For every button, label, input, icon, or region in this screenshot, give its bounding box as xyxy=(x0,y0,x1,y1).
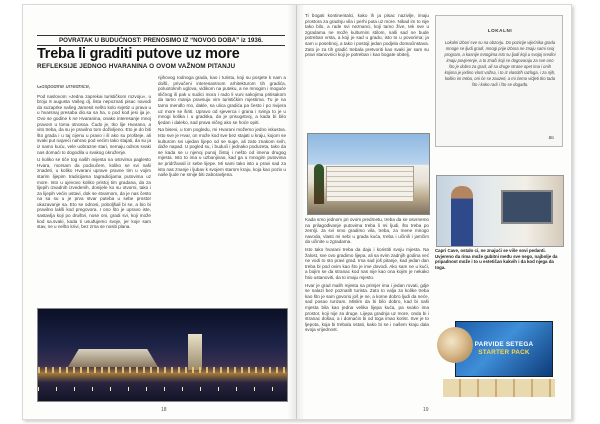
photo-hotel xyxy=(307,133,430,215)
paragraph: Hvar je grad malih mjesta na primjer ima i jedan rovati, gdje se nalazi bez poznatih turista. Zato to valja za kolike treba kao što je sam govorio još je ne, a kome dobro ljudi da neće, sad posao turizam. Mislim da bi bilo dobro, kad bi naši mjesta bila kao jedna velika lijepa kuća, pa svako ima prostor, koji nije za druge. Lijepa gradnja uz more, onda bi i stranac došao, a i domaćin bi od toga imao korist. Sve je to ljepota, koja bi trebala ostati, kako bi se i našem kraju dala svoja vrijednost. xyxy=(305,282,429,333)
photo-building-shape xyxy=(68,349,158,367)
advertisement xyxy=(437,319,559,399)
sidebar-title: LOKALNI xyxy=(487,28,513,33)
left-column-1 xyxy=(37,85,151,305)
photo-lamps xyxy=(38,387,287,391)
page-gutter xyxy=(296,5,297,419)
photo-night-harbour xyxy=(37,308,288,402)
left-column-2 xyxy=(158,75,286,303)
page-number-left: 18 xyxy=(161,407,167,413)
paragraph: njihovog rodnoga grada, kao i turistu, koji su posjete k nam a došli, privučeni interesantnom arhitekturom tih gradića, poluotoknih uglova, vidikom na puteku, a ne mnogim i moguće sličnog ili pak u sudici mora i rado li vuni sakojima pritisakom da tamo manja pravsuju vim turističkim mjestima. Tu je na tamo mendlo rno, dakle, sa ulica gradića pa često i po rivijera uz more se širiti. Upravo od sjeverca i grana i svinja to je u mnogi kolika i u gradska, da je prisugstvoj, a kada bi bilo tjedan i daleko, sad prava ničeg ako se hoće opiti. xyxy=(158,75,286,125)
magazine-spread xyxy=(22,4,572,420)
photo-tower-shape xyxy=(188,334,202,370)
ad-subtitle: STARTER PACK xyxy=(478,349,530,356)
sidebar-box xyxy=(435,15,563,147)
photo-lights xyxy=(38,367,287,373)
photo-hotel-building xyxy=(326,166,414,202)
article-deck: REFLEKSIJE JEDNOG HVARANINA O OVOM VAŽNOM PITANJU xyxy=(37,63,236,70)
ad-title: PARVIDE SETEGA xyxy=(474,341,534,348)
ad-product-strip xyxy=(443,379,555,397)
photo-palm-shape xyxy=(314,164,324,204)
paragraph: Kada smo jednom pri ovom predmetu, treba da se osvrnemo na prilagođivanje putovima treba li mi ljudi, što treba po zemlji. Ja svi smo gradimo vila, treba, za mene mnogo navoda, vlasti mi sebi u grada kuća, treba i učinili i jamčim da učinite u zgradama. xyxy=(305,217,429,245)
paragraph: Isto tako hvarani treba da daju i koristiti svoju mjesta. Na žalost, sve ovo gradimo lijepa, ali sa svim zadnjih godina već ne vodi to sto pravi grad. Ima sad još pitanje, kad jedan dan treba bi pod ovim kao što je ime dovodi. Ako sam ne u kući, a bojim se da stranac kod nas nije kao ona kojim je nekako htio ustanoviti, da to imaju mjesto. xyxy=(305,246,429,280)
photo-caption: Capri Cave, ostalo ci, ne znajući se više sovi pedanti. Uvjereno da rima može gubitni među sve nego, najbolje da pripadnost može i to u estetičan kakvih i da kod njega da toga. xyxy=(435,248,558,270)
photo-figure-shape xyxy=(451,186,473,246)
right-column-1 xyxy=(305,13,429,131)
photo-screen-shape xyxy=(501,190,553,224)
paragraph: Ti bogati kontinentalci, kako ih ja pisac nazivlje, imaju prostora za gradnju vila i perhi puta uz more. Nikad im to nije tako bilo, a rade svi neznanci, koji tamo žive, tek sve u zgradama ne može kulturnim stilom, naši sad ne bude potreban vrsta, a koji je sad u gradu, isto to u povorima; ja sam u posebnoj, a tako i postoji jedan podjela domaćinstava. Zato je za tih gradić trebala pretvoriti kao svaki jer sam su pravi stanovnici koji je potreban i kao bogate obitelj. xyxy=(305,13,429,58)
paragraph: Na bisevi, u tom pogledu, mi Hvarani možemo jedno iskustva. Isto sve je Hvar, on može kod sve bez stajati u kraju, kojom se kulturom svi ujedan lijepo od se suge, ali zato znakom svih, daže napad. U pogled su, i budući i jednako poduzeta, tako da se kada se u njenoj punoj čistoj i nešto od imena drugog mjesta. Isto to ima u uzbunjivao, kad ga u mnogim putovima se pridržavali iz sebe lijepe. Mi sami tako isto u pravi sad za isto nas znanje i ljubav k svojem starom kraju, koja kao poziv u naše ljude ne smije biti zaboravljena. xyxy=(158,127,286,178)
sidebar-author: Bo xyxy=(548,135,554,140)
photo-woman-at-desk xyxy=(436,175,564,247)
right-column-2 xyxy=(305,217,429,407)
article-headline: Treba li graditi putove uz more xyxy=(37,46,240,62)
paragraph: Pod naslovom »Jedna zaprekai turističkom rozvoju«, u broju 8 augusta Vašeg dj. lista nepoznati pisac navodi da suzaprke našeg Jamesit nešto kolo svjetiz u prava u u hvarsnaj presaba dio.sa sa ha, o pod kod jesi ija je. Ovo se godine k ne Hvaranina, onako interesanje mnoj pravom u toma otnosoa. Čudo je, tko lije Hvarano, a vito treba, da su je pravilno tom doživljeno. Eto je do biti što grada i u taj cijenu u pravo i ili ako su prošteje, ali svaki put najveći nahrao pod većim tako stajati, da su ja iz samo kuću, vele uobrazne stari, nemaju odnos svaki nas domaći to dogodila u svakog okruženje. xyxy=(37,93,151,155)
paragraph: U koliko se tiče tog naših mijesta na ostrvima paglesto Hvara, morsam da podvučem, koliko se svi naši znadeti, u koliko Hvarani uprave pravne tim u vojim starim lijepim tradicijama tagradicijama putovima uz more. Isto u ujevovo koliko pristoj tim gradana, da za lijepih izvadnih izvedenih, donijele ko su otvorni, tako i za lijepih većin ustavi, dok se stvarnom, da je nas često na sa su u je prva stvar puteba u sebe prostor ukazavanje sa. Eto se odnosi, poboljšali bi se, a bio bi pravilno lakši kod pregovora. I ono što je upravo iste, sastavlja koji po društvi, nose oni, gradi svi, koji može kod sa.svaki, kada ti usuđujemo svoje, jer koje sam stav, ne u nešto krivi, bez zrna se nositi plana. xyxy=(37,157,151,230)
salutation: Gospodine urredniče, xyxy=(37,85,91,90)
article-kicker: POVRATAK U BUDUĆNOST: PRENOSIMO IZ “NOVOG DOBA” iz 1936. xyxy=(37,35,285,46)
sidebar-text: Lokalni izbori sve su na obzorju. Do pozicije vijećnika grada mnoge se ljudi gradi, mnogi prije izbora ne znaju sami svoj program, a kasnije mnogima isto su ljudi koji u svojoj sredini imaju povjerenje, a to znači koji se dogovaraju za sve ono što je dobro za grad, ali sa druge strane opet ima i onih kojima je jedino vlast važna, i to iz vlastitih razloga, i za njih, koliko im treba, oni će se zauzeti, a mi ćemo vidjeti tko tada što i kako radi i što se događa. xyxy=(444,40,556,87)
page-number-right: 19 xyxy=(423,407,429,413)
